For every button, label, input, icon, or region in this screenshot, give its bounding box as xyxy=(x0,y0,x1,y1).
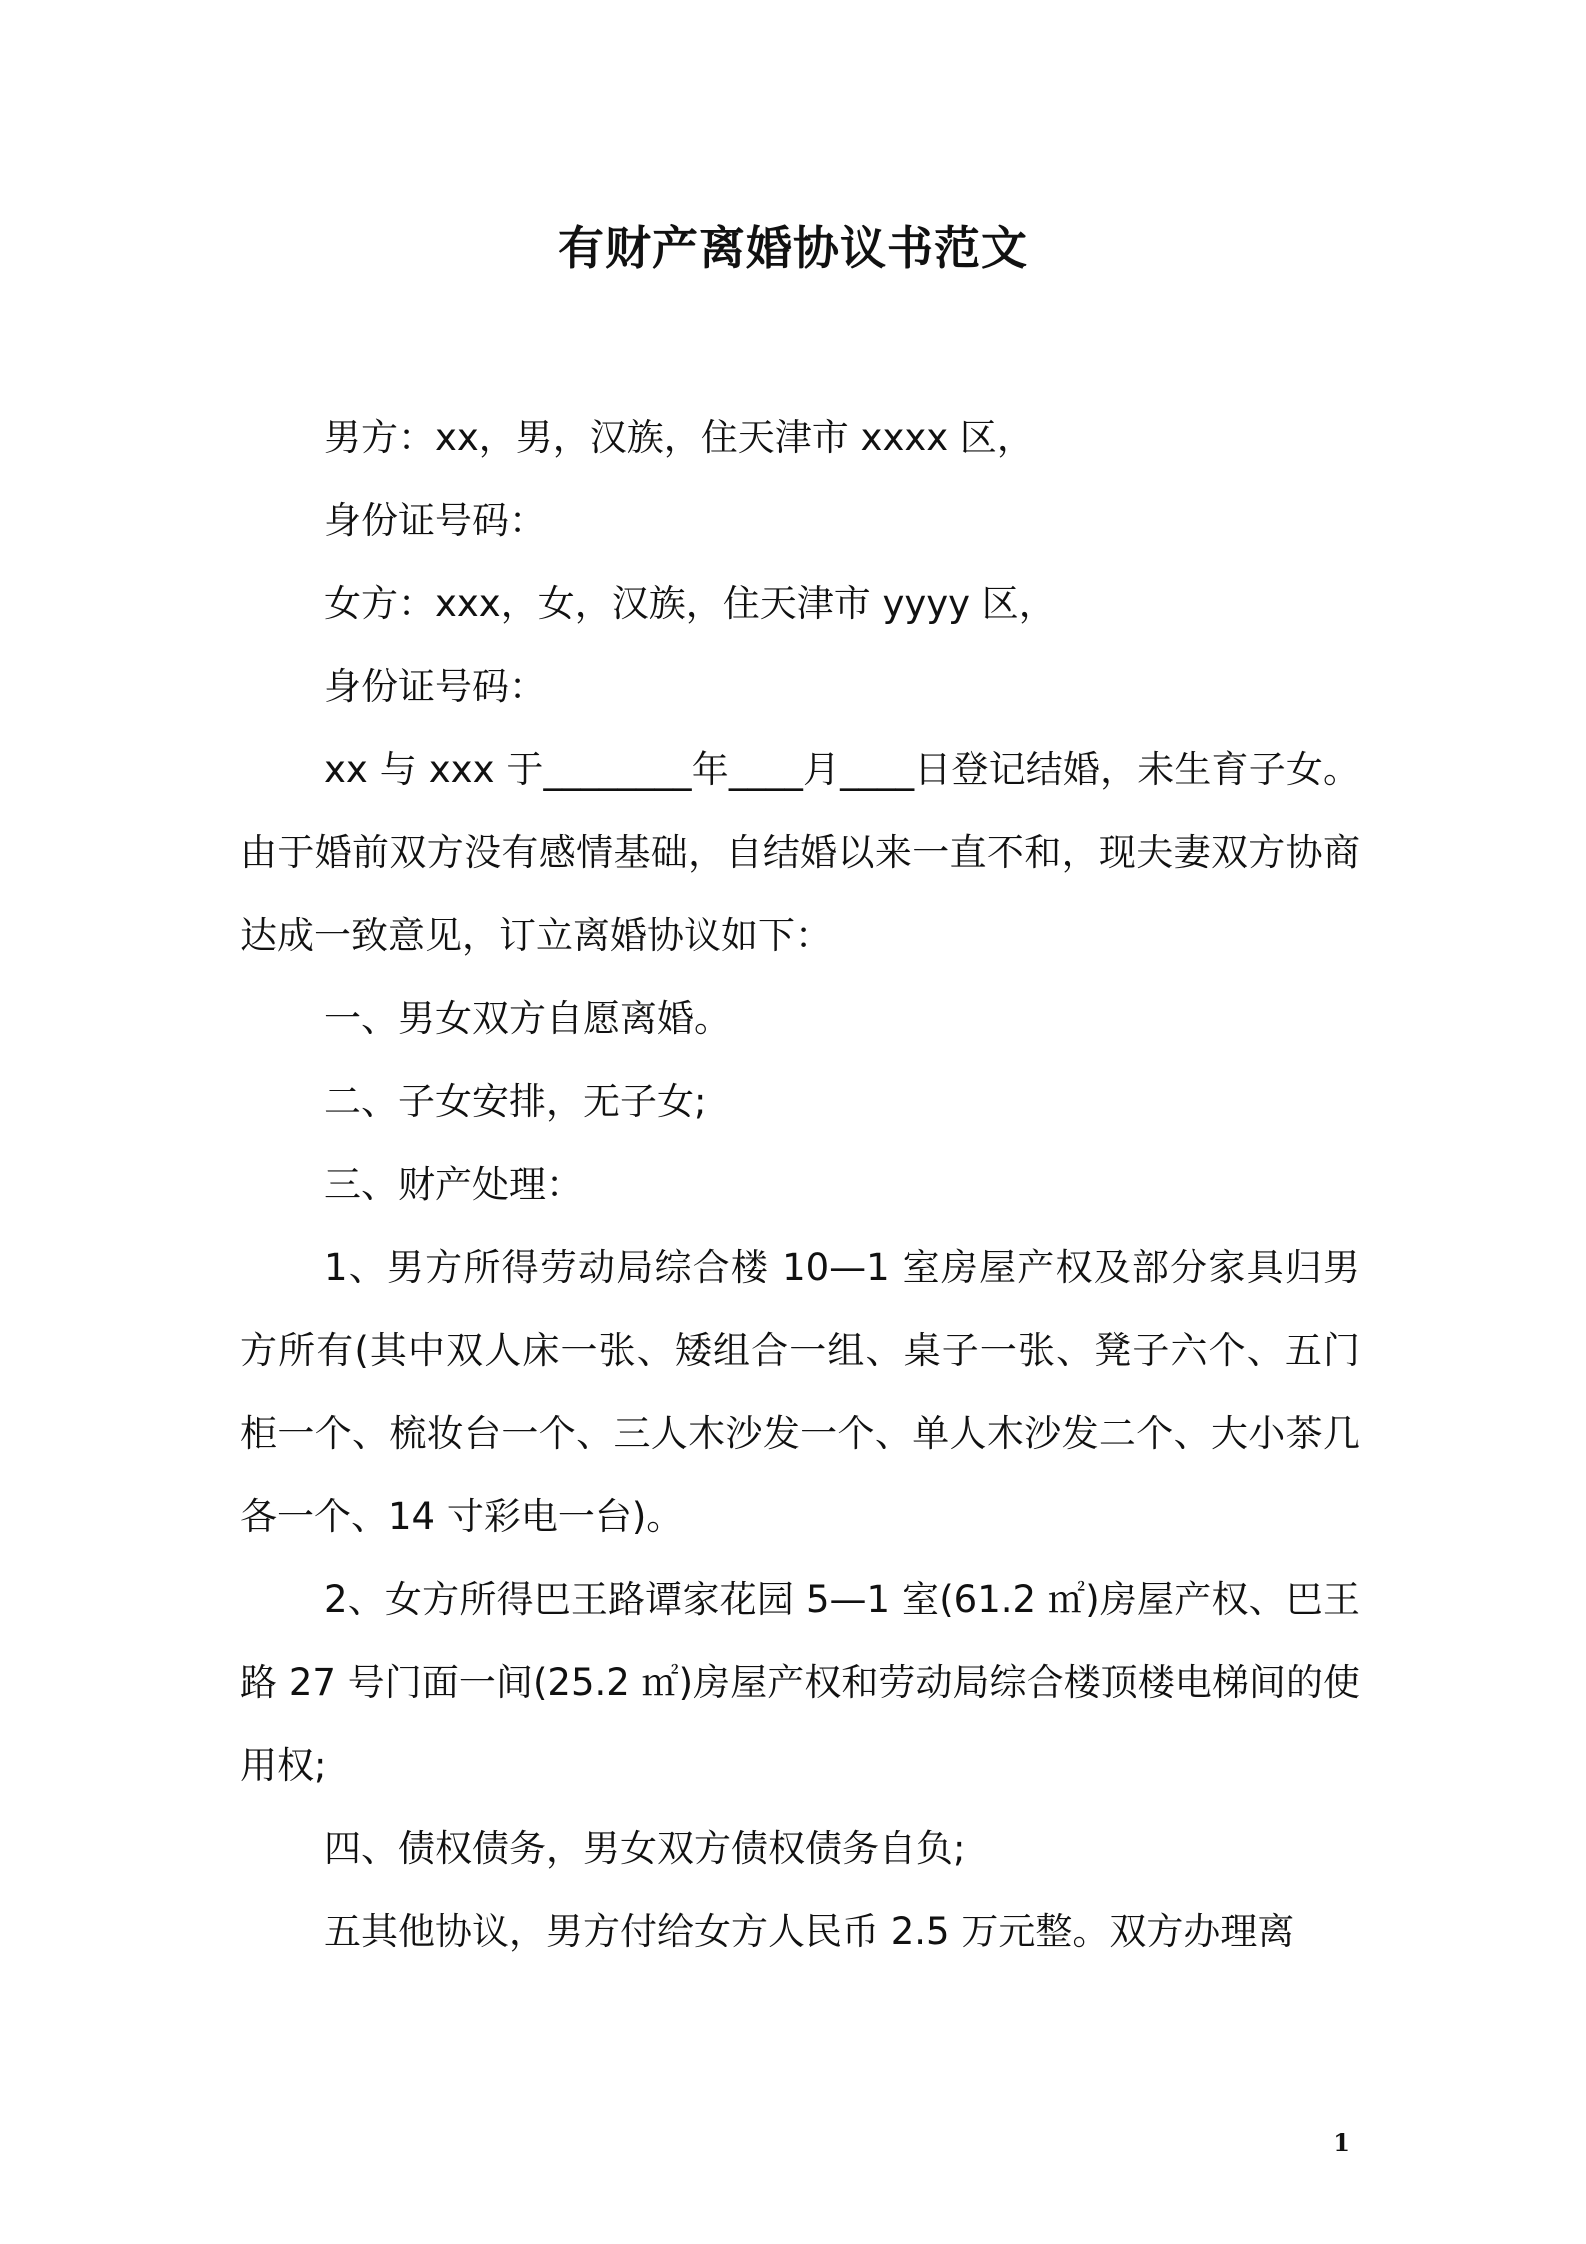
paragraph-female-party: 女方：xxx，女，汉族，住天津市 yyyy 区， xyxy=(324,582,1056,625)
paragraph-item-2: 二、子女安排，无子女; xyxy=(324,1080,707,1123)
document-title: 有财产离婚协议书范文 xyxy=(558,221,1028,275)
paragraph-item-3: 三、财产处理： xyxy=(324,1163,583,1206)
paragraph-item-1: 一、男女双方自愿离婚。 xyxy=(324,997,731,1040)
paragraph-marriage-background: xx 与 xxx 于________年____月____日登记结婚，未生育子女。由于婚前双方没有感情基础，自结婚以来一直不和，现夫妻双方协商达成一致意见，订立离婚协议如下： xyxy=(240,748,1360,957)
paragraph-male-party: 男方：xx，男，汉族，住天津市 xxxx 区， xyxy=(324,416,1034,459)
paragraph-property-female: 2、女方所得巴王路谭家花园 5—1 室(61.2 ㎡)房屋产权、巴王路 27 号门面一间(25.2 ㎡)房屋产权和劳动局综合楼顶楼电梯间的使用权; xyxy=(240,1578,1360,1787)
paragraph-item-5: 五其他协议，男方付给女方人民币 2.5 万元整。双方办理离 xyxy=(324,1910,1295,1953)
paragraph-male-id: 身份证号码： xyxy=(324,499,546,542)
paragraph-female-id: 身份证号码： xyxy=(324,665,546,708)
paragraph-item-4: 四、债权债务，男女双方债权债务自负; xyxy=(324,1827,966,1870)
page-number: 1 xyxy=(1333,2128,1350,2157)
document-body xyxy=(240,396,1360,1973)
paragraph-property-male: 1、男方所得劳动局综合楼 10—1 室房屋产权及部分家具归男方所有(其中双人床一张、矮组合一组、桌子一张、凳子六个、五门柜一个、梳妆台一个、三人木沙发一个、单人木沙发二个、大小茶几各一个、14 寸彩电一台)。 xyxy=(240,1246,1360,1538)
